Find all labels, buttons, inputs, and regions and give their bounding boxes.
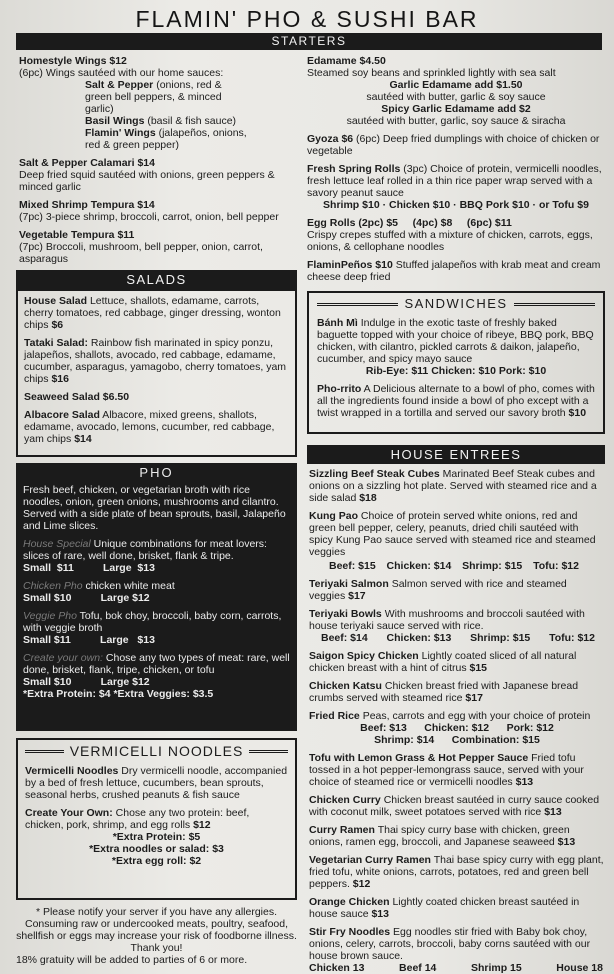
item-name: Fresh Spring Rolls xyxy=(307,163,401,175)
item-price: $15 xyxy=(469,662,488,674)
item-desc: chicken white meat xyxy=(85,580,175,592)
notice-line: Consuming raw or undercooked meats, poultry, seafood, shellfish or eggs may increase your risk of foodborne illness. Thank you! xyxy=(16,918,297,954)
menu-item xyxy=(309,680,605,704)
item-desc: Lightly coated chicken breast sautéed in house sauce xyxy=(309,896,580,920)
house-entrees-list xyxy=(309,468,605,974)
menu-item xyxy=(23,580,290,604)
vermicelli-section xyxy=(16,738,297,900)
price-option: House 18 xyxy=(556,962,603,974)
price-option: Chicken: $14 xyxy=(386,560,452,572)
starters-right-column xyxy=(307,55,605,289)
sauce-desc: (onions, red & green bell peppers, & minced garlic) xyxy=(85,79,222,115)
item-name: FlaminPeños xyxy=(307,259,373,271)
sauce-desc: (basil & fish sauce) xyxy=(147,115,237,127)
item-name: Mixed Shrimp Tempura xyxy=(19,199,135,211)
item-desc: Fried tofu tossed in a hot pepper-lemongrass sauce, served with your choice of steamed rice or vermicelli noodles xyxy=(309,752,584,788)
item-name: Curry Ramen xyxy=(309,824,375,836)
item-name: Orange Chicken xyxy=(309,896,390,908)
item-price: $11 xyxy=(117,229,135,241)
item-desc: Lightly coated sliced of all natural chicken breast with a hint of citrus xyxy=(309,650,577,674)
pho-section xyxy=(16,463,297,731)
notice-line: 18% gratuity will be added to parties of 6 or more. xyxy=(16,954,248,966)
item-price: $12 xyxy=(109,55,127,67)
item-price: $13 xyxy=(544,806,562,818)
item-variant: Spicy Garlic Edamame add $2 xyxy=(381,103,531,115)
item-name: Edamame xyxy=(307,55,357,67)
item-prices: Shrimp: $14 Combination: $15 xyxy=(374,734,540,746)
item-desc: (7pc) 3-piece shrimp, broccoli, carrot, onion, bell pepper xyxy=(19,211,279,223)
item-name: House Special xyxy=(23,538,91,550)
menu-item xyxy=(24,337,289,385)
item-prices: Shrimp $10 · Chicken $10 · BBQ Pork $10 · or Tofu $9 xyxy=(323,199,589,211)
item-prices xyxy=(309,962,605,974)
menu-item xyxy=(309,710,605,746)
menu-item xyxy=(24,391,289,403)
item-price: $16 xyxy=(51,373,69,385)
item-desc: With mushrooms and broccoli sautéed with house teriyaki sauce served with rice. xyxy=(309,608,585,632)
item-desc: A Delicious alternate to a bowl of pho, comes with all the ingredients found inside a bowl of pho except with a twist wrapped in a tortilla and served our savory broth xyxy=(317,383,595,419)
item-name: Egg Rolls xyxy=(307,217,356,229)
item-price: $6 xyxy=(51,319,64,331)
menu-item xyxy=(309,608,605,644)
price-option: Beef 14 xyxy=(399,962,437,974)
menu-item xyxy=(19,229,291,265)
item-name: Veggie Pho xyxy=(23,610,77,622)
menu-item xyxy=(24,295,289,331)
item-price: $6 xyxy=(341,133,354,145)
item-price: $10 xyxy=(375,259,393,271)
item-desc: (7pc) Broccoli, mushroom, bell pepper, onion, carrot, asparagus xyxy=(19,241,263,265)
vermicelli-heading-row xyxy=(25,745,288,757)
item-name: Homestyle Wings xyxy=(19,55,107,67)
price-option: Tofu: $12 xyxy=(549,632,595,644)
item-prices: Small $11 Large $13 xyxy=(23,562,155,574)
salads-heading: SALADS xyxy=(16,270,297,289)
item-desc: Chose any two protein: beef, chicken, pork, shrimp, and egg rolls xyxy=(25,807,250,831)
menu-item xyxy=(309,650,605,674)
item-desc: (6pc) Wings sautéed with our home sauces: xyxy=(19,67,224,79)
pho-intro: Fresh beef, chicken, or vegetarian broth with rice noodles, onion, green onions, mushrooms and cilantro. Served with a side plate of bean sprouts, basil, Jalapeño and Lime slices. xyxy=(23,484,286,532)
item-desc: Lettuce, shallots, edamame, carrots, cherry tomatoes, red cabbage, ginger dressing, wonton chips xyxy=(24,295,281,331)
item-desc: Chicken breast fried with Japanese bread crumbs served with steamed rice xyxy=(309,680,579,704)
item-name: Sizzling Beef Steak Cubes xyxy=(309,468,440,480)
menu-item xyxy=(309,468,605,504)
price-option: Tofu: $12 xyxy=(533,560,579,572)
item-prices: Small $11 Large $13 xyxy=(23,634,155,646)
menu-item xyxy=(19,157,291,193)
item-price: $12 xyxy=(193,819,211,831)
menu-item xyxy=(307,55,605,127)
item-name: Fried Rice xyxy=(309,710,360,722)
price-option: Shrimp: $15 xyxy=(470,632,531,644)
menu-item xyxy=(317,383,595,419)
item-desc: Deep fried squid sautéed with onions, green peppers & minced garlic xyxy=(19,169,275,193)
menu-item xyxy=(309,752,605,788)
item-price: $13 xyxy=(371,908,389,920)
menu-item xyxy=(309,794,605,818)
item-desc: Crispy crepes stuffed with a mixture of chicken, carrots, eggs, onions, & cellophane noodles xyxy=(307,229,593,253)
item-desc: Chose any two types of meat: rare, well done, brisket, flank, tripe, chicken, or tofu xyxy=(23,652,290,676)
item-name: Stir Fry Noodles xyxy=(309,926,391,938)
item-name: Albacore Salad xyxy=(24,409,100,421)
wing-sauce xyxy=(19,127,249,151)
menu-item xyxy=(307,259,605,283)
item-prices: Rib-Eye: $11 Chicken: $10 Pork: $10 xyxy=(365,365,547,377)
sauce-name: Basil Wings xyxy=(85,115,145,127)
item-name: Create your own: xyxy=(23,652,103,664)
item-price: $17 xyxy=(465,692,483,704)
menu-item xyxy=(24,409,289,445)
divider xyxy=(25,750,64,753)
item-price: $4.50 xyxy=(359,55,386,67)
price-option: Chicken: $13 xyxy=(386,632,452,644)
menu-item xyxy=(309,854,605,890)
item-desc: Salmon served with rice and steamed veggies xyxy=(309,578,567,602)
item-name: Tataki Salad: xyxy=(24,337,88,349)
menu-item xyxy=(309,510,605,572)
menu-item xyxy=(23,610,290,646)
pho-extras: *Extra Protein: $4 *Extra Veggies: $3.5 xyxy=(23,688,214,700)
item-name: Pho-rrito xyxy=(317,383,362,395)
item-variant-desc: sautéed with butter, garlic, soy sauce & siracha xyxy=(346,115,566,127)
menu-item xyxy=(307,133,605,157)
item-name: Teriyaki Salmon xyxy=(309,578,389,590)
item-desc: Indulge in the exotic taste of freshly baked baguette topped with your choice of ribeye, BBQ pork, BBQ chicken, with cilantro, pickled carrots & daikon, jalapeño, cucumber, and spicy mayo sauce xyxy=(317,317,594,365)
item-name: Vermicelli Noodles xyxy=(25,765,119,777)
menu-item xyxy=(25,807,288,867)
wing-sauce xyxy=(19,115,249,127)
menu-item xyxy=(309,926,605,974)
divider xyxy=(249,750,288,753)
item-price: $6.50 xyxy=(102,391,130,403)
allergy-notice xyxy=(16,906,297,966)
item-desc: Tofu, bok choy, broccoli, baby corn, carrots, with veggie broth xyxy=(23,610,282,634)
divider xyxy=(317,303,398,306)
item-name: Create Your Own: xyxy=(25,807,113,819)
sauce-name: Salt & Pepper xyxy=(85,79,154,91)
notice-line: * Please notify your server if you have any allergies. xyxy=(35,906,278,918)
item-price: $14 xyxy=(137,199,155,211)
item-name: Vegetable Tempura xyxy=(19,229,115,241)
item-prices: Beef: $13 Chicken: $12 Pork: $12 xyxy=(360,722,554,734)
item-name: Kung Pao xyxy=(309,510,358,522)
item-price: $18 xyxy=(359,492,377,504)
menu-item xyxy=(19,55,291,151)
item-prices: (2pc) $5 (4pc) $8 (6pc) $11 xyxy=(358,217,512,229)
sandwiches-heading: SANDWICHES xyxy=(404,296,508,311)
restaurant-title: FLAMIN' PHO & SUSHI BAR xyxy=(135,6,479,32)
sauce-desc: (jalapeños, onions, red & green pepper) xyxy=(85,127,247,151)
menu-item xyxy=(307,217,605,253)
item-desc: Egg noodles stir fried with Baby bok choy, onions, celery, carrots, broccoli, baby corns sautéed with our house brown sauce. xyxy=(309,926,591,962)
item-name: Salt & Pepper Calamari xyxy=(19,157,135,169)
item-prices: Small $10 Large $12 xyxy=(23,676,150,688)
menu-item xyxy=(19,199,291,223)
item-price: $14 xyxy=(137,157,155,169)
item-name: Vegetarian Curry Ramen xyxy=(309,854,431,866)
item-price: $14 xyxy=(74,433,92,445)
menu-item xyxy=(23,538,290,574)
sandwiches-section xyxy=(307,291,605,434)
item-prices xyxy=(309,632,605,644)
price-option: Beef: $14 xyxy=(321,632,368,644)
item-name: Chicken Katsu xyxy=(309,680,382,692)
item-price: $13 xyxy=(557,836,576,848)
sauce-name: Flamin' Wings xyxy=(85,127,156,139)
item-desc: Chicken breast sautéed in curry sauce cooked with coconut milk, sweet potatoes served with rice xyxy=(309,794,600,818)
item-desc: Thai base spicy curry with egg plant, fried tofu, white onions, carrots, potatoes, red and green bell peppers. xyxy=(309,854,604,890)
divider xyxy=(514,303,595,306)
item-prices xyxy=(309,560,605,572)
item-name: Chicken Curry xyxy=(309,794,381,806)
item-name: Saigon Spicy Chicken xyxy=(309,650,419,662)
extra-line: *Extra noodles or salad: $3 xyxy=(89,843,224,855)
item-name: Chicken Pho xyxy=(23,580,83,592)
item-name: House Salad xyxy=(24,295,88,307)
item-prices: Small $10 Large $12 xyxy=(23,592,150,604)
extra-line: *Extra Protein: $5 xyxy=(112,831,201,843)
menu-item xyxy=(309,824,605,848)
item-price: $13 xyxy=(515,776,534,788)
item-desc: Albacore, mixed greens, shallots, edamame, avocado, lemons, cucumber, red cabbage, yam chips xyxy=(24,409,275,445)
sandwiches-heading-row xyxy=(317,298,595,310)
price-option: Chicken 13 xyxy=(309,962,365,974)
menu-item xyxy=(23,652,290,700)
extra-line: *Extra egg roll: $2 xyxy=(111,855,202,867)
item-desc: Steamed soy beans and sprinkled lightly with sea salt xyxy=(307,67,556,79)
vermicelli-heading: VERMICELLI NOODLES xyxy=(69,743,244,759)
item-desc: Stuffed jalapeños with krab meat and cream cheese deep fried xyxy=(307,259,601,283)
item-price: $12 xyxy=(352,878,371,890)
item-name: Bánh Mì xyxy=(317,317,358,329)
price-option: Beef: $15 xyxy=(329,560,376,572)
menu-item xyxy=(307,163,605,211)
item-price: $17 xyxy=(348,590,366,602)
item-desc: Unique combinations for meat lovers: slices of rare, well done, brisket, flank & tripe. xyxy=(23,538,267,562)
house-entrees-heading: HOUSE ENTREES xyxy=(307,445,605,464)
item-desc: Marinated Beef Steak cubes and onions on a sizzling hot plate. Served with steamed rice and a side salad xyxy=(309,468,597,504)
item-name: Gyoza xyxy=(307,133,339,145)
salads-section xyxy=(16,270,297,457)
item-variant: Garlic Edamame add $1.50 xyxy=(389,79,523,91)
item-desc: Dry vermicelli noodle, accompanied by a bed of fresh lettuce, cucumbers, bean sprouts, seasonal herbs, crushed peanuts & fish sauce xyxy=(25,765,288,801)
item-desc: Rainbow fish marinated in spicy ponzu, jalapeños, shallots, avocado, red cabbage, edamame, cucumber, asparagus, yamagobo, cherry tomatoes, yam chips xyxy=(24,337,287,385)
item-variant-desc: sautéed with butter, garlic & soy sauce xyxy=(366,91,546,103)
menu-item xyxy=(309,578,605,602)
menu-item xyxy=(25,765,288,801)
item-desc: (6pc) Deep fried dumplings with choice of chicken or vegetable xyxy=(307,133,600,157)
starters-left-column xyxy=(19,55,291,271)
item-desc: Choice of protein served white onions, red and green bell pepper, celery, peanuts, dried chili sautéed with spicy Kung Pao sauce served with steamed rice and steamed veggies xyxy=(309,510,596,558)
item-name: Seaweed Salad xyxy=(24,391,100,403)
item-price: $10 xyxy=(568,407,587,419)
wing-sauce xyxy=(19,79,229,115)
price-option: Shrimp 15 xyxy=(470,962,522,974)
pho-heading: PHO xyxy=(139,465,174,480)
price-option: Shrimp: $15 xyxy=(462,560,523,572)
item-desc: Peas, carrots and egg with your choice of protein xyxy=(362,710,591,722)
item-desc: (3pc) Choice of protein, vermicelli noodles, fresh lettuce leaf rolled in a thin rice paper wrap served with a savory peanut sauce xyxy=(307,163,602,199)
starters-heading: STARTERS xyxy=(16,33,602,50)
item-name: Teriyaki Bowls xyxy=(309,608,382,620)
item-name: Tofu with Lemon Grass & Hot Pepper Sauce xyxy=(309,752,529,764)
menu-item xyxy=(309,896,605,920)
salads-box xyxy=(16,289,297,457)
menu-item xyxy=(317,317,595,377)
item-desc: Thai spicy curry base with chicken, green onions, ramen egg, broccoli, and Japanese seaweed xyxy=(309,824,570,848)
